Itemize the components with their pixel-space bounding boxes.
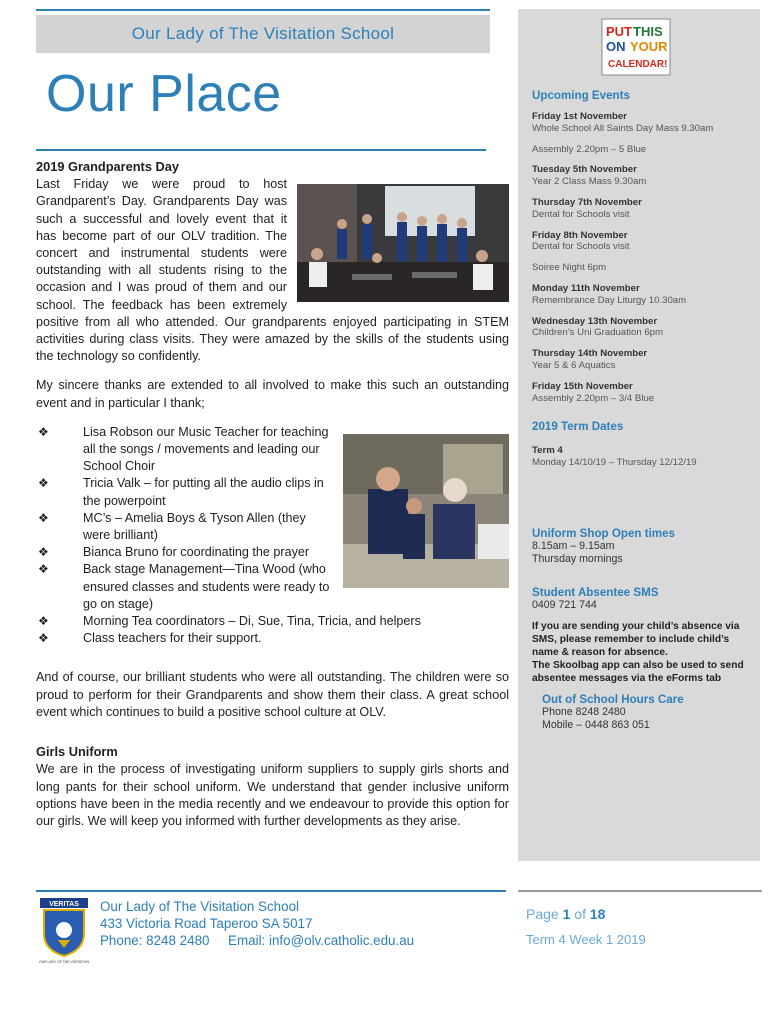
svg-text:VERITAS: VERITAS bbox=[49, 901, 79, 908]
grandparents-paragraph-2: My sincere thanks are extended to all involved to make this such an outstanding event and in particular I thank; bbox=[36, 378, 509, 410]
list-item: Wednesday 13th November Children’s Uni Graduation 6pm bbox=[532, 315, 664, 339]
grandparents-paragraph-3: And of course, our brilliant students who were all outstanding. The children were so proud to perform for their Grandparents and show them their class. A great school event which continues to build a positive school culture at OLV. bbox=[36, 670, 509, 719]
list-item: ❖ Back stage Management—Tina Wood (who ensured classes and students were ready to go on stage) bbox=[36, 561, 335, 613]
uniform-shop-days: Thursday mornings bbox=[532, 552, 623, 565]
grandparents-paragraph-1: Last Friday we were proud to host Grandparent’s Day. Grandparents Day was such a successful and lovely event that it has become part of our OLV tradition. The concert and instrumental students were outstanding with all students rising to the occasion and I was proud of them and our school. The feedback has been extremely positive from all who attended. Our grandparents enjoyed participating in STEM activities during class visits. They were amazed by the skills of the students using the technology so confidently. bbox=[36, 177, 509, 364]
footer-rule bbox=[36, 890, 506, 892]
diamond-bullet-icon: ❖ bbox=[38, 424, 49, 439]
list-item: ❖ Class teachers for their support. bbox=[36, 630, 509, 647]
term-dates: Term 4 Monday 14/10/19 – Thursday 12/12/19 bbox=[532, 445, 697, 469]
list-item: ❖ Tricia Valk – for putting all the audio clips in the powerpoint bbox=[36, 475, 335, 509]
grandparents-photo bbox=[343, 434, 509, 588]
svg-text:CALENDAR!: CALENDAR! bbox=[608, 59, 668, 70]
term-week: Term 4 Week 1 2019 bbox=[526, 932, 646, 947]
put-this-on-your-calendar-icon bbox=[600, 17, 672, 77]
uniform-heading: Girls Uniform bbox=[36, 744, 118, 760]
oshc-heading: Out of School Hours Care bbox=[542, 692, 684, 706]
concert-photo bbox=[297, 184, 509, 302]
school-crest-icon bbox=[38, 896, 90, 966]
footer-page-info bbox=[518, 890, 762, 966]
newsletter-title: Our Place bbox=[46, 65, 282, 123]
skoolbag-note: The Skoolbag app can also be used to send absentee messages via the eForms tab bbox=[532, 659, 744, 684]
oshc-mobile: Mobile – 0448 863 051 bbox=[542, 718, 650, 731]
diamond-bullet-icon: ❖ bbox=[38, 510, 49, 525]
footer-contact bbox=[36, 890, 504, 966]
upcoming-events-heading: Upcoming Events bbox=[532, 89, 630, 102]
oshc-block bbox=[532, 693, 754, 732]
page-number: Page 1 of 18 bbox=[526, 906, 606, 922]
list-item: ❖ MC’s – Amelia Boys & Tyson Allen (they were brilliant) bbox=[36, 510, 335, 544]
title-rule bbox=[36, 149, 486, 151]
uniform-shop-heading: Uniform Shop Open times bbox=[532, 526, 675, 540]
list-item: ❖ Bianca Bruno for coordinating the prayer bbox=[36, 544, 335, 561]
svg-text:THIS: THIS bbox=[633, 24, 663, 39]
term-dates-heading: 2019 Term Dates bbox=[532, 420, 624, 434]
list-item: Friday 8th November Dental for Schools visit bbox=[532, 229, 630, 253]
list-item: ❖ Lisa Robson our Music Teacher for teaching all the songs / movements and leading our School Choir bbox=[36, 424, 335, 476]
list-item: ❖ Morning Tea coordinators – Di, Sue, Tina, Tricia, and helpers bbox=[36, 613, 509, 630]
svg-text:YOUR: YOUR bbox=[630, 39, 668, 54]
list-item: Assembly 2.20pm – 5 Blue bbox=[532, 143, 647, 155]
list-item: Thursday 14th November Year 5 & 6 Aquatics bbox=[532, 348, 648, 371]
footer-right-rule bbox=[518, 890, 762, 892]
footer-school-name: Our Lady of The Visitation School bbox=[100, 899, 299, 914]
sidebar bbox=[518, 9, 760, 861]
list-item: Soiree Night 6pm bbox=[532, 262, 607, 274]
diamond-bullet-icon: ❖ bbox=[38, 614, 49, 629]
list-item: Friday 15th November Assembly 2.20pm – 3/4 Blue bbox=[532, 380, 655, 404]
events-list bbox=[532, 111, 754, 404]
footer-address: 433 Victoria Road Taperoo SA 5017 bbox=[100, 916, 313, 931]
uniform-shop-hours: 8.15am – 9.15am bbox=[532, 539, 615, 552]
absentee-sms-number: 0409 721 744 bbox=[532, 598, 597, 611]
list-item: Thursday 7th November Dental for Schools visit bbox=[532, 196, 642, 220]
absentee-sms-heading: Student Absentee SMS bbox=[532, 585, 659, 599]
sidebar-content bbox=[532, 89, 754, 732]
svg-text:ON: ON bbox=[606, 39, 626, 54]
footer-contact-line: Phone: 8248 2480 Email: info@olv.catholic.edu.au bbox=[100, 933, 415, 948]
list-item: Friday 1st November Whole School All Saints Day Mass 9.30am bbox=[532, 111, 714, 134]
diamond-bullet-icon: ❖ bbox=[38, 476, 49, 491]
oshc-phone: Phone 8248 2480 bbox=[542, 705, 626, 718]
main-column bbox=[36, 158, 509, 830]
diamond-bullet-icon: ❖ bbox=[38, 545, 49, 560]
list-item: Tuesday 5th November Year 2 Class Mass 9.30am bbox=[532, 164, 647, 188]
diamond-bullet-icon: ❖ bbox=[38, 562, 49, 577]
svg-text:OUR LADY OF THE VISITATION: OUR LADY OF THE VISITATION bbox=[39, 960, 89, 964]
uniform-paragraph: We are in the process of investigating uniform suppliers to supply girls shorts and long pants for their school uniform. We understand that gender inclusive uniform options have been in the media recently and we endeavour to provide this option for our girls. We will keep you informed with further developments as they arise. bbox=[36, 762, 509, 828]
list-item: Monday 11th November Remembrance Day Liturgy 10.30am bbox=[532, 282, 687, 306]
footer-address-block bbox=[100, 898, 414, 949]
absentee-sms-note: If you are sending your child’s absence via SMS, please remember to include child’s name & reason for absence. bbox=[532, 620, 740, 658]
school-name-banner bbox=[36, 15, 490, 53]
school-name: Our Lady of The Visitation School bbox=[131, 24, 395, 43]
svg-text:PUT: PUT bbox=[606, 24, 632, 39]
diamond-bullet-icon: ❖ bbox=[38, 631, 49, 646]
header-top-rule bbox=[36, 9, 490, 11]
grandparents-heading: 2019 Grandparents Day bbox=[36, 159, 179, 174]
